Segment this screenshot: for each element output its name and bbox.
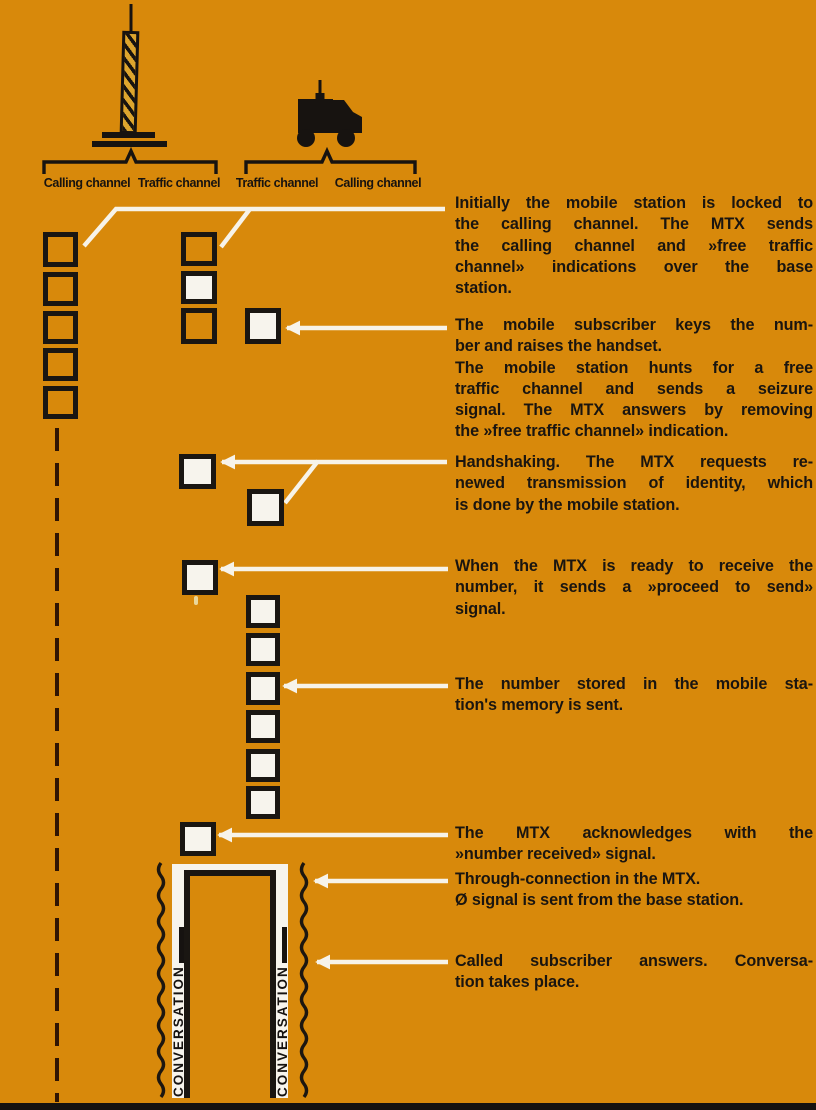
connector-step3-branch [285, 461, 318, 503]
tower-ground-bar [92, 141, 167, 147]
signal-box-white [180, 822, 216, 856]
step-line: signal. [455, 599, 506, 618]
step-line: station. [455, 279, 512, 298]
base-station-bracket [44, 151, 216, 174]
signal-box-white [246, 749, 280, 782]
conversation-label-right: CONVERSATION [275, 965, 290, 1097]
signal-box-orange [43, 232, 78, 267]
step-line: the calling channel and »free traffic [455, 236, 813, 255]
step-line: the »free traffic channel» indication. [455, 422, 729, 441]
step-line: The MTX acknowledges with the [455, 824, 813, 842]
signal-box-white [179, 454, 216, 489]
truck-icon [297, 80, 362, 147]
step-text-7 [455, 869, 813, 912]
signal-box-white [182, 560, 218, 595]
signal-box-white [247, 489, 284, 526]
signal-box-orange [43, 311, 78, 344]
step-text-2 [455, 315, 813, 443]
signal-box-white [246, 710, 280, 743]
signal-box-white [246, 672, 280, 705]
step-text-4 [455, 556, 813, 620]
signal-box-orange [43, 348, 78, 381]
step-line: channel» indications over the base [455, 257, 813, 276]
signal-box-white [245, 308, 281, 344]
step-line: is done by the mobile station. [455, 495, 680, 514]
label-ms-calling-channel: Calling channel [334, 176, 422, 190]
zigzag-right [302, 863, 307, 1097]
step-line: The mobile station hunts for a free [455, 358, 813, 377]
radio-tower-icon [120, 31, 140, 134]
step-text-1 [455, 193, 813, 299]
label-ms-traffic-channel: Traffic channel [235, 176, 319, 190]
step-text-3 [455, 452, 813, 516]
step-line: The number stored in the mobile sta- [455, 675, 813, 693]
step-line: »number received» signal. [455, 845, 656, 864]
signal-box-white [181, 271, 217, 304]
print-artifact-tick [194, 596, 198, 605]
label-bs-traffic-channel: Traffic channel [137, 176, 221, 190]
step-line: tion's memory is sent. [455, 696, 624, 715]
step-line: tion takes place. [455, 973, 580, 992]
through-connection-top-inner [184, 870, 276, 876]
step-line: traffic channel and sends a seizure [455, 379, 813, 398]
step-line: Called subscriber answers. Conversa- [455, 952, 813, 970]
step-line: newed transmission of identity, which [455, 474, 813, 493]
step-line: number, it sends a »proceed to send» [455, 578, 813, 597]
signal-box-orange [181, 308, 217, 344]
connector-step1-traffic [221, 209, 250, 247]
calling-channel-timeline [55, 428, 59, 1102]
signal-box-orange [181, 232, 217, 266]
zigzag-left [159, 863, 164, 1097]
mobile-station-bracket [246, 151, 415, 174]
step-line: When the MTX is ready to receive the [455, 557, 813, 575]
step-line: the calling channel. The MTX sends [455, 215, 813, 234]
signal-box-white [246, 595, 280, 628]
signal-box-white [246, 786, 280, 819]
step-line: The mobile subscriber keys the num- [455, 316, 813, 334]
page-bottom-edge [0, 1103, 816, 1110]
step-text-8 [455, 951, 813, 994]
step-line: Initially the mobile station is locked to [455, 194, 813, 212]
signal-box-orange [43, 386, 78, 419]
step-line: signal. The MTX answers by removing [455, 401, 813, 420]
label-bs-calling-channel: Calling channel [43, 176, 131, 190]
signal-box-orange [43, 272, 78, 306]
tower-base-bar [102, 132, 155, 138]
connector-step1-calling [84, 209, 445, 246]
conversation-label-left: CONVERSATION [171, 965, 186, 1097]
step-text-5 [455, 674, 813, 717]
step-text-6 [455, 823, 813, 866]
step-line: Ø signal is sent from the base station. [455, 891, 744, 910]
signal-box-white [246, 633, 280, 666]
step-line: Through-connection in the MTX. [455, 870, 701, 888]
step-line: Handshaking. The MTX requests re- [455, 453, 813, 471]
step-line: ber and raises the handset. [455, 337, 662, 356]
